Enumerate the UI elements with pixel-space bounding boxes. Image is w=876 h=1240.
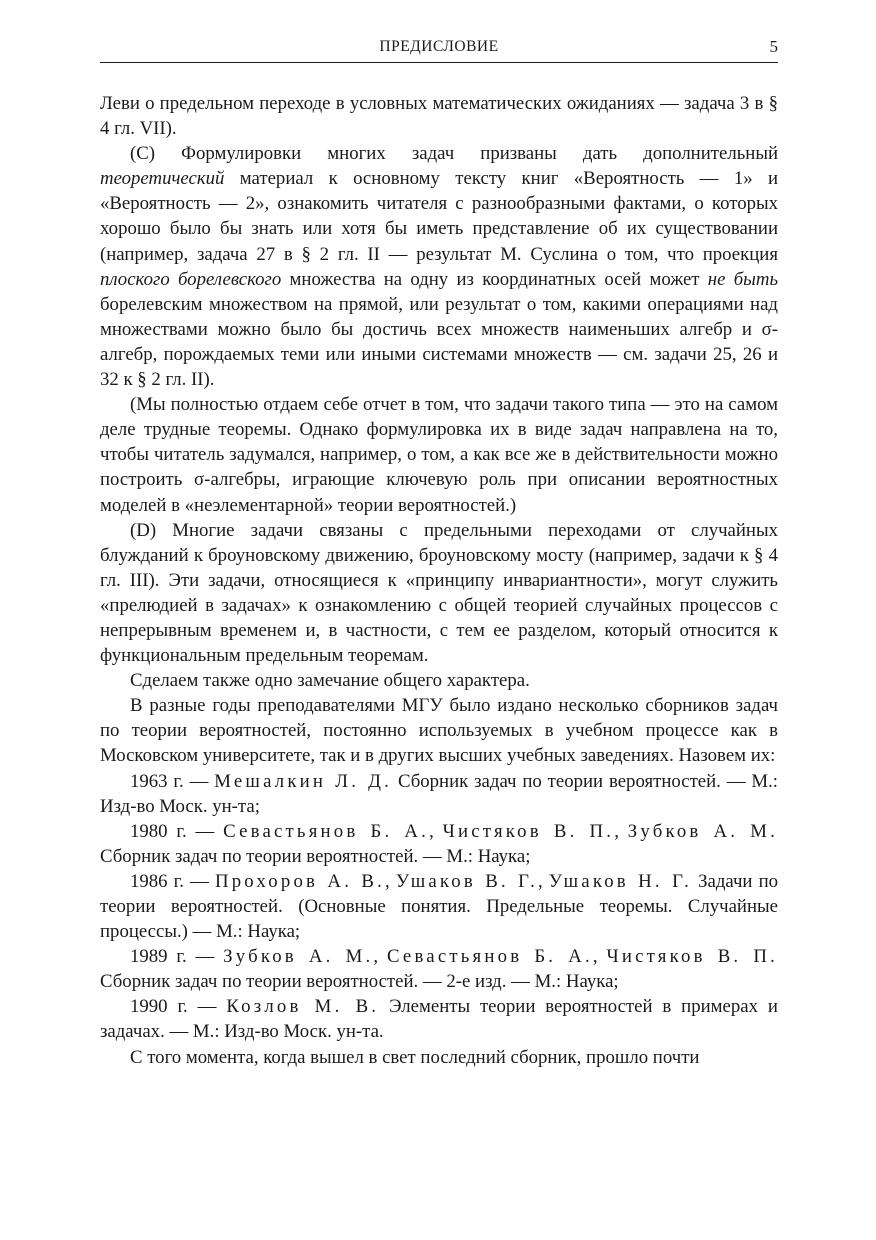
book-author: Чистяков В. П. <box>606 946 779 968</box>
book-entry <box>100 769 778 819</box>
book-details: Сборник задач по теории вероятностей. — М.: Наука; <box>100 845 531 867</box>
book-details: Элементы теории вероятностей в примерах и задачах. — М.: Изд-во Моск. ун-та. <box>100 996 778 1043</box>
section-title: ПРЕДИСЛОВИЕ <box>379 38 499 55</box>
book-entry: 1989 г. — Зубков А. М., Севастьянов Б. А., Чистяков В. П. Сборник задач по теории вероятностей. — 2-е изд. — М.: Наука; <box>100 946 779 993</box>
paragraph: С того момента, когда вышел в свет последний сборник, прошло почти <box>130 1046 700 1068</box>
book-year: 1990 г. — <box>130 996 227 1018</box>
book-author: Мешалкин Л. Д. <box>214 770 393 792</box>
emphasis: теоретический <box>100 168 225 190</box>
book-entry: 1980 г. — Севастьянов Б. А., Чистяков В. П., Зубков А. М. Сборник задач по теории вероятностей. — М.: Наука; <box>100 820 779 867</box>
paragraph: Сделаем также одно замечание общего характера. <box>130 670 530 692</box>
book-details: Сборник задач по теории вероятностей. — 2-е изд. — М.: Наука; <box>100 971 619 993</box>
book-author: Севастьянов Б. А. <box>386 946 593 968</box>
book-year: 1980 г. — <box>130 820 224 842</box>
paragraph: (Мы полностью отдаем себе отчет в том, что задачи такого типа — это на самом деле трудные теоремы. Однако формулировка их в виде задач направлена на то, чтобы читатель задумался, например, о том, а как все же в действительности можно построить σ-алгебры, играющие ключевую роль при описании вероятностных моделей в «неэлементарной» теории вероятностей.) <box>100 394 778 516</box>
page-number: 5 <box>769 37 778 56</box>
book-details: Задачи по теории вероятностей. (Основные понятия. Предельные теоремы. Случайные процессы.) — М.: Наука; <box>100 870 779 943</box>
book-author: Ушаков Н. Г. <box>548 870 692 892</box>
paragraph: В разные годы преподавателями МГУ было издано несколько сборников задач по теории вероятностей, постоянно используемых в учебном процессе как в Московском университете, так и в других высших учебных заведениях. Назовем их: <box>100 695 778 767</box>
emphasis: плоского борелевского <box>100 268 282 290</box>
book-author: Зубков А. М. <box>223 946 374 968</box>
body-text <box>100 91 778 1070</box>
paragraph: Леви о предельном переходе в условных математических ожиданиях — задача 3 в § 4 гл. VII). <box>100 93 778 140</box>
emphasis: не быть <box>707 268 778 290</box>
book-year: 1963 г. — <box>130 770 215 792</box>
book-year: 1986 г. — <box>130 870 215 892</box>
book-entry: 1986 г. — Прохоров А. В., Ушаков В. Г., Ушаков Н. Г. Задачи по теории вероятностей. (Основные понятия. Предельные теоремы. Случайные процессы.) — М.: Наука; <box>100 870 779 943</box>
book-author: Чистяков В. П. <box>442 820 615 842</box>
paragraph: (C) Формулировки многих задач призваны дать дополнительный теоретический материал к основному тексту книг «Вероятность — 1» и «Вероятность — 2», ознакомить читателя с разнообразными фактами, о которых хорошо было бы знать или хотя бы иметь представление об их существовании (например, задача 27 в § 2 гл. II — результат М. Суслина о том, что проекция плоского борелевского множества на одну из координатных осей может не быть борелевским множеством на прямой, или результат о том, какими операциями над множествами можно было бы достичь всех множеств наименьших алгебр и σ-алгебр, порождаемых теми или иными системами множеств — см. задачи 25, 26 и 32 к § 2 гл. II). <box>100 143 778 391</box>
book-author: Зубков А. М. <box>627 820 779 842</box>
book-author: Прохоров А. В. <box>214 870 386 892</box>
running-header <box>100 34 778 63</box>
paragraph: (D) Многие задачи связаны с предельными переходами от случайных блужданий к броуновскому движению, броуновскому мосту (например, задачи к § 4 гл. III). Эти задачи, относящиеся к «принципу инвариантности», могут служить «прелюдией в задачах» к ознакомлению с общей теорией случайных процессов с непрерывным временем и, в частности, с тем ее разделом, который относится к функциональным предельным теоремам. <box>100 519 778 667</box>
book-year: 1989 г. — <box>130 946 224 968</box>
book-author: Севастьянов Б. А. <box>223 820 430 842</box>
book-author: Ушаков В. Г. <box>395 870 538 892</box>
book-author: Козлов М. В. <box>226 996 380 1018</box>
book-entry <box>100 994 778 1044</box>
book-details: Сборник задач по теории вероятностей. — М.: Изд-во Моск. ун-та; <box>100 770 778 817</box>
page <box>100 34 778 1070</box>
